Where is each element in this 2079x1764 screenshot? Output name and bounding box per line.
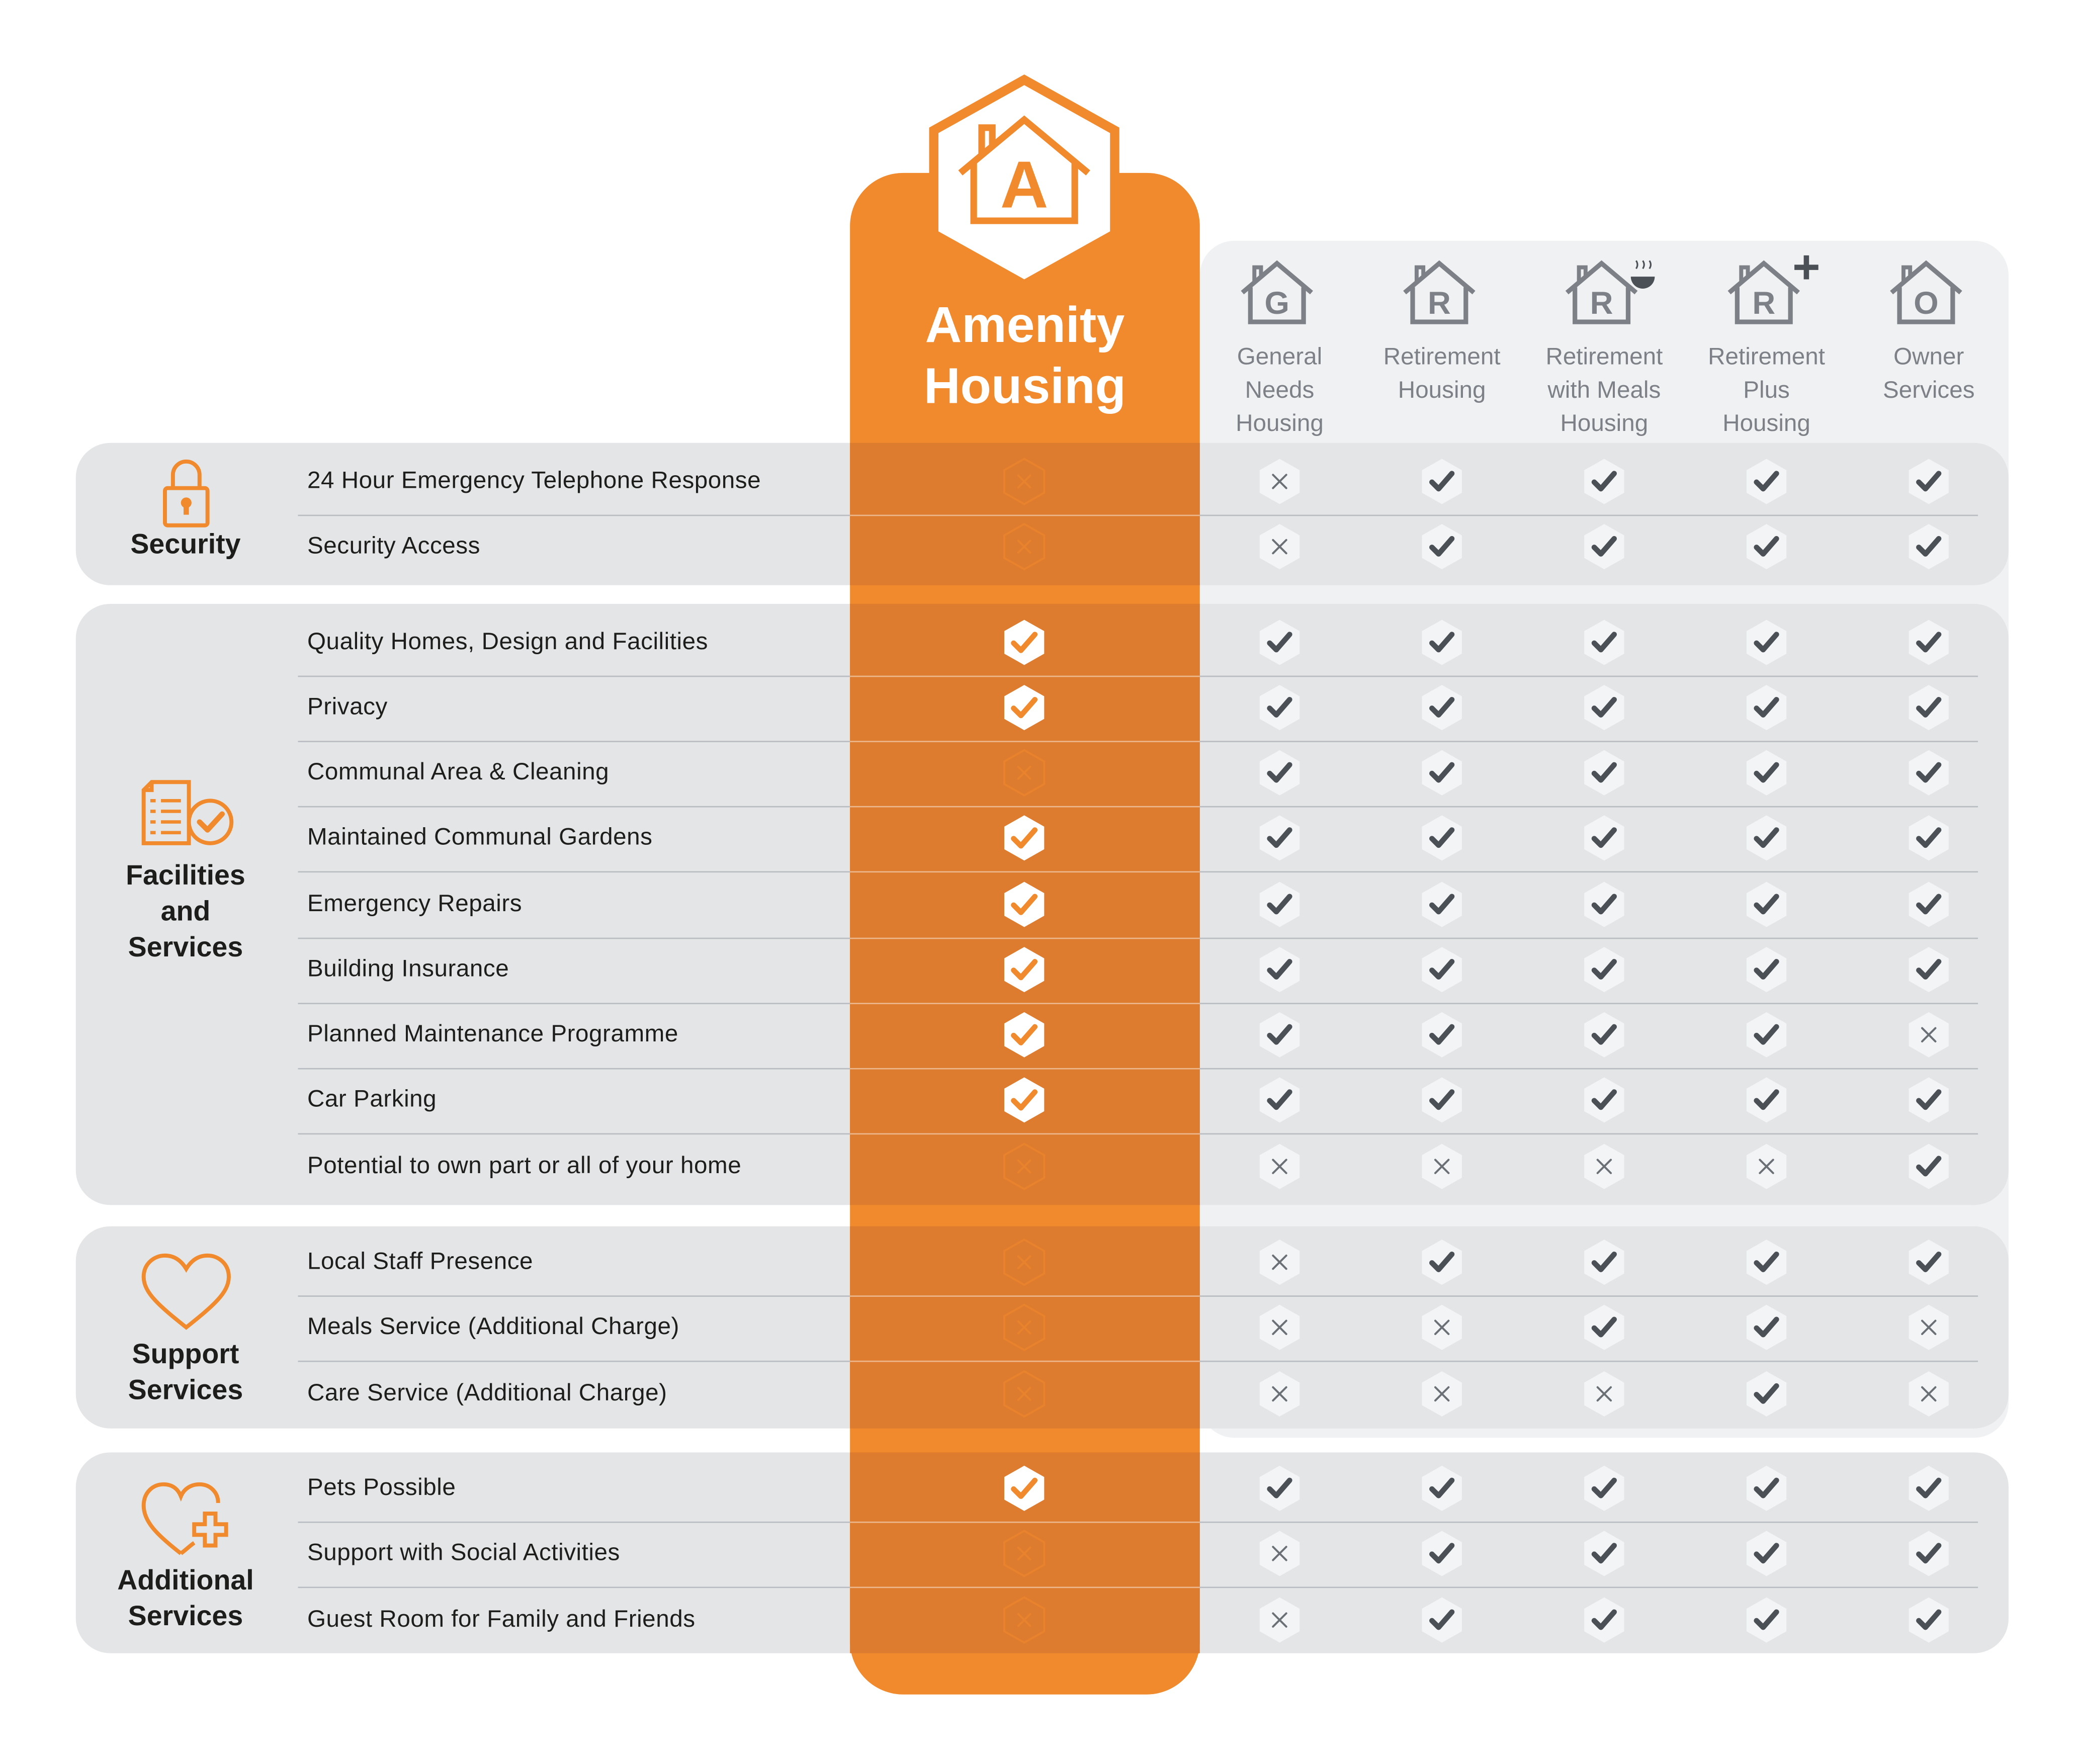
category-name-line: Support (132, 1339, 239, 1370)
check-icon (1257, 1463, 1303, 1514)
check-icon (1257, 1010, 1303, 1061)
amenity-cross-icon (1002, 456, 1047, 507)
row-divider (298, 1003, 850, 1004)
check-icon (1582, 682, 1627, 733)
row-divider (1200, 938, 1978, 939)
feature-label: Communal Area & Cleaning (307, 758, 610, 785)
feature-label: Pets Possible (307, 1473, 456, 1501)
amenity-title-line1: Amenity (925, 298, 1125, 354)
check-icon (1419, 1595, 1464, 1645)
house-letter: O (1914, 286, 1939, 321)
row-divider (850, 1133, 1200, 1135)
feature-label: Quality Homes, Design and Facilities (307, 628, 709, 655)
checklist-document-icon (133, 774, 240, 859)
column-name-line: Needs (1245, 376, 1315, 403)
check-icon (1582, 879, 1627, 930)
check-icon (1419, 1463, 1464, 1514)
check-icon (1582, 617, 1627, 668)
category-name (76, 858, 295, 965)
cross-icon (1257, 1237, 1303, 1288)
row-divider (1200, 741, 1978, 742)
cross-icon (1906, 1010, 1951, 1061)
feature-label: Building Insurance (307, 955, 509, 982)
cross-icon (1257, 521, 1303, 572)
check-icon (1582, 1595, 1627, 1645)
feature-label: Meals Service (Additional Charge) (307, 1312, 679, 1340)
amenity-check-icon (1002, 879, 1047, 930)
row-divider (850, 1295, 1200, 1297)
column-name-line: Retirement (1708, 343, 1825, 370)
cross-icon (1257, 1595, 1303, 1645)
house-icon-r (1551, 253, 1658, 327)
amenity-check-icon (1002, 617, 1047, 668)
row-divider (298, 1522, 850, 1523)
row-divider (850, 871, 1200, 872)
amenity-check-icon (1002, 1010, 1047, 1061)
row-divider (1200, 676, 1978, 677)
bowl-icon (1631, 260, 1655, 289)
column-header-3 (1524, 339, 1684, 438)
row-divider (850, 1522, 1200, 1523)
row-divider (1200, 871, 1978, 872)
amenity-cross-icon (1002, 1302, 1047, 1353)
house-icon-r (1389, 253, 1495, 327)
feature-label: Car Parking (307, 1085, 437, 1112)
category-name-line: Security (130, 529, 241, 560)
feature-label: 24 Hour Emergency Telephone Response (307, 467, 761, 494)
cross-icon (1419, 1369, 1464, 1420)
check-icon (1582, 456, 1627, 507)
check-icon (1906, 1141, 1951, 1192)
category-name-line: Additional (117, 1565, 254, 1596)
row-divider (298, 1361, 850, 1362)
column-name-line: Retirement (1545, 343, 1663, 370)
check-icon (1257, 682, 1303, 733)
logo-letter: A (1000, 147, 1049, 222)
check-icon (1419, 944, 1464, 995)
check-icon (1257, 813, 1303, 863)
check-icon (1744, 747, 1789, 798)
row-divider (850, 1586, 1200, 1588)
feature-label: Guest Room for Family and Friends (307, 1605, 696, 1632)
row-divider (1200, 1133, 1978, 1135)
plus-icon (1794, 255, 1818, 280)
row-divider (298, 871, 850, 872)
check-icon (1744, 617, 1789, 668)
check-icon (1906, 521, 1951, 572)
row-divider (850, 1068, 1200, 1070)
row-divider (850, 515, 1200, 516)
check-icon (1744, 1369, 1789, 1420)
row-divider (1200, 1003, 1978, 1004)
cross-icon (1582, 1141, 1627, 1192)
feature-label: Local Staff Presence (307, 1248, 534, 1274)
heart-icon (133, 1250, 240, 1335)
column-name-line: Services (1882, 376, 1975, 403)
category-name (76, 1563, 295, 1635)
amenity-cross-icon (1002, 1528, 1047, 1579)
check-icon (1906, 456, 1951, 507)
check-icon (1744, 813, 1789, 863)
cross-icon (1419, 1302, 1464, 1353)
column-header-4 (1687, 339, 1846, 438)
amenity-check-icon (1002, 944, 1047, 995)
house-letter: G (1264, 286, 1289, 321)
check-icon (1744, 1528, 1789, 1579)
check-icon (1906, 747, 1951, 798)
feature-label: Care Service (Additional Charge) (307, 1379, 667, 1406)
column-name-line: Housing (1722, 409, 1810, 436)
feature-label: Support with Social Activities (307, 1539, 620, 1566)
check-icon (1419, 1010, 1464, 1061)
check-icon (1419, 682, 1464, 733)
feature-label: Planned Maintenance Programme (307, 1020, 678, 1047)
feature-label: Maintained Communal Gardens (307, 823, 653, 850)
check-icon (1419, 1237, 1464, 1288)
feature-label: Privacy (307, 693, 388, 720)
check-icon (1906, 813, 1951, 863)
category-name-line: Services (128, 1375, 243, 1406)
row-divider (850, 1361, 1200, 1362)
column-name-line: Retirement (1383, 343, 1501, 370)
row-divider (1200, 1295, 1978, 1297)
row-divider (298, 676, 850, 677)
amenity-logo (926, 74, 1122, 290)
cross-icon (1257, 1302, 1303, 1353)
check-icon (1744, 944, 1789, 995)
row-divider (1200, 1586, 1978, 1588)
amenity-check-icon (1002, 1075, 1047, 1125)
row-divider (850, 806, 1200, 808)
house-letter: R (1427, 286, 1451, 321)
row-divider (1200, 1522, 1978, 1523)
house-letter: R (1752, 286, 1776, 321)
check-icon (1257, 1075, 1303, 1125)
check-icon (1744, 682, 1789, 733)
column-name-line: General (1237, 343, 1323, 370)
column-name-line: Housing (1560, 409, 1649, 436)
check-icon (1744, 1463, 1789, 1514)
house-icon-r (1713, 253, 1820, 327)
cross-icon (1744, 1141, 1789, 1192)
column-name-line: Plus (1743, 376, 1790, 403)
check-icon (1582, 1075, 1627, 1125)
check-icon (1582, 1302, 1627, 1353)
row-divider (850, 741, 1200, 742)
amenity-title (850, 295, 1200, 417)
check-icon (1906, 1528, 1951, 1579)
cross-icon (1257, 456, 1303, 507)
check-icon (1744, 1302, 1789, 1353)
row-divider (1200, 806, 1978, 808)
check-icon (1744, 879, 1789, 930)
amenity-check-icon (1002, 813, 1047, 863)
column-header-2 (1362, 339, 1521, 405)
amenity-cross-icon (1002, 1595, 1047, 1645)
check-icon (1744, 1075, 1789, 1125)
check-icon (1906, 1595, 1951, 1645)
category-name (76, 526, 295, 562)
amenity-cross-icon (1002, 747, 1047, 798)
check-icon (1257, 747, 1303, 798)
amenity-check-icon (1002, 1463, 1047, 1514)
house-icon-o (1875, 253, 1982, 327)
row-divider (298, 806, 850, 808)
feature-label: Security Access (307, 532, 480, 559)
heart-plus-icon (133, 1476, 240, 1561)
row-divider (298, 1133, 850, 1135)
category-name-line: Facilities (126, 860, 245, 892)
check-icon (1582, 1237, 1627, 1288)
check-icon (1906, 1463, 1951, 1514)
check-icon (1744, 521, 1789, 572)
column-name-line: Housing (1398, 376, 1486, 403)
category-name-line: Services (128, 1601, 243, 1632)
check-icon (1744, 1010, 1789, 1061)
row-divider (1200, 515, 1978, 516)
check-icon (1582, 1010, 1627, 1061)
check-icon (1419, 1528, 1464, 1579)
cross-icon (1257, 1141, 1303, 1192)
amenity-title-line2: Housing (923, 359, 1126, 415)
column-header-5 (1849, 339, 2009, 405)
cross-icon (1419, 1141, 1464, 1192)
row-divider (1200, 1361, 1978, 1362)
amenity-cross-icon (1002, 1369, 1047, 1420)
row-divider (298, 1295, 850, 1297)
cross-icon (1906, 1302, 1951, 1353)
check-icon (1419, 521, 1464, 572)
category-name-line: Services (128, 932, 243, 963)
row-divider (1200, 1068, 1978, 1070)
check-icon (1419, 617, 1464, 668)
check-icon (1906, 682, 1951, 733)
column-name-line: with Meals (1547, 376, 1661, 403)
row-divider (850, 676, 1200, 677)
row-divider (850, 1003, 1200, 1004)
check-icon (1744, 456, 1789, 507)
row-divider (298, 741, 850, 742)
feature-label: Potential to own part or all of your home (307, 1152, 742, 1179)
amenity-check-icon (1002, 682, 1047, 733)
check-icon (1744, 1237, 1789, 1288)
amenity-cross-icon (1002, 521, 1047, 572)
house-icon-g (1227, 253, 1333, 327)
row-divider (850, 938, 1200, 939)
check-icon (1257, 879, 1303, 930)
amenity-cross-icon (1002, 1141, 1047, 1192)
check-icon (1582, 1528, 1627, 1579)
house-letter: R (1590, 286, 1613, 321)
check-icon (1906, 617, 1951, 668)
check-icon (1419, 1075, 1464, 1125)
cross-icon (1257, 1528, 1303, 1579)
check-icon (1582, 944, 1627, 995)
row-divider (298, 938, 850, 939)
check-icon (1906, 1075, 1951, 1125)
check-icon (1906, 944, 1951, 995)
cross-icon (1906, 1369, 1951, 1420)
check-icon (1582, 813, 1627, 863)
check-icon (1419, 456, 1464, 507)
row-divider (298, 515, 850, 516)
cross-icon (1582, 1369, 1627, 1420)
category-name-line: and (160, 896, 211, 927)
row-divider (298, 1068, 850, 1070)
check-icon (1257, 617, 1303, 668)
check-icon (1582, 747, 1627, 798)
check-icon (1582, 1463, 1627, 1514)
check-icon (1419, 813, 1464, 863)
check-icon (1906, 1237, 1951, 1288)
check-icon (1419, 879, 1464, 930)
cross-icon (1257, 1369, 1303, 1420)
column-name-line: Housing (1236, 409, 1324, 436)
category-name (76, 1337, 295, 1408)
check-icon (1906, 879, 1951, 930)
amenity-cross-icon (1002, 1237, 1047, 1288)
check-icon (1582, 521, 1627, 572)
padlock-icon (133, 454, 240, 539)
check-icon (1257, 944, 1303, 995)
row-divider (298, 1586, 850, 1588)
column-name-line: Owner (1893, 343, 1964, 370)
feature-label: Emergency Repairs (307, 890, 523, 917)
check-icon (1419, 747, 1464, 798)
column-header-1 (1200, 339, 1359, 438)
check-icon (1744, 1595, 1789, 1645)
